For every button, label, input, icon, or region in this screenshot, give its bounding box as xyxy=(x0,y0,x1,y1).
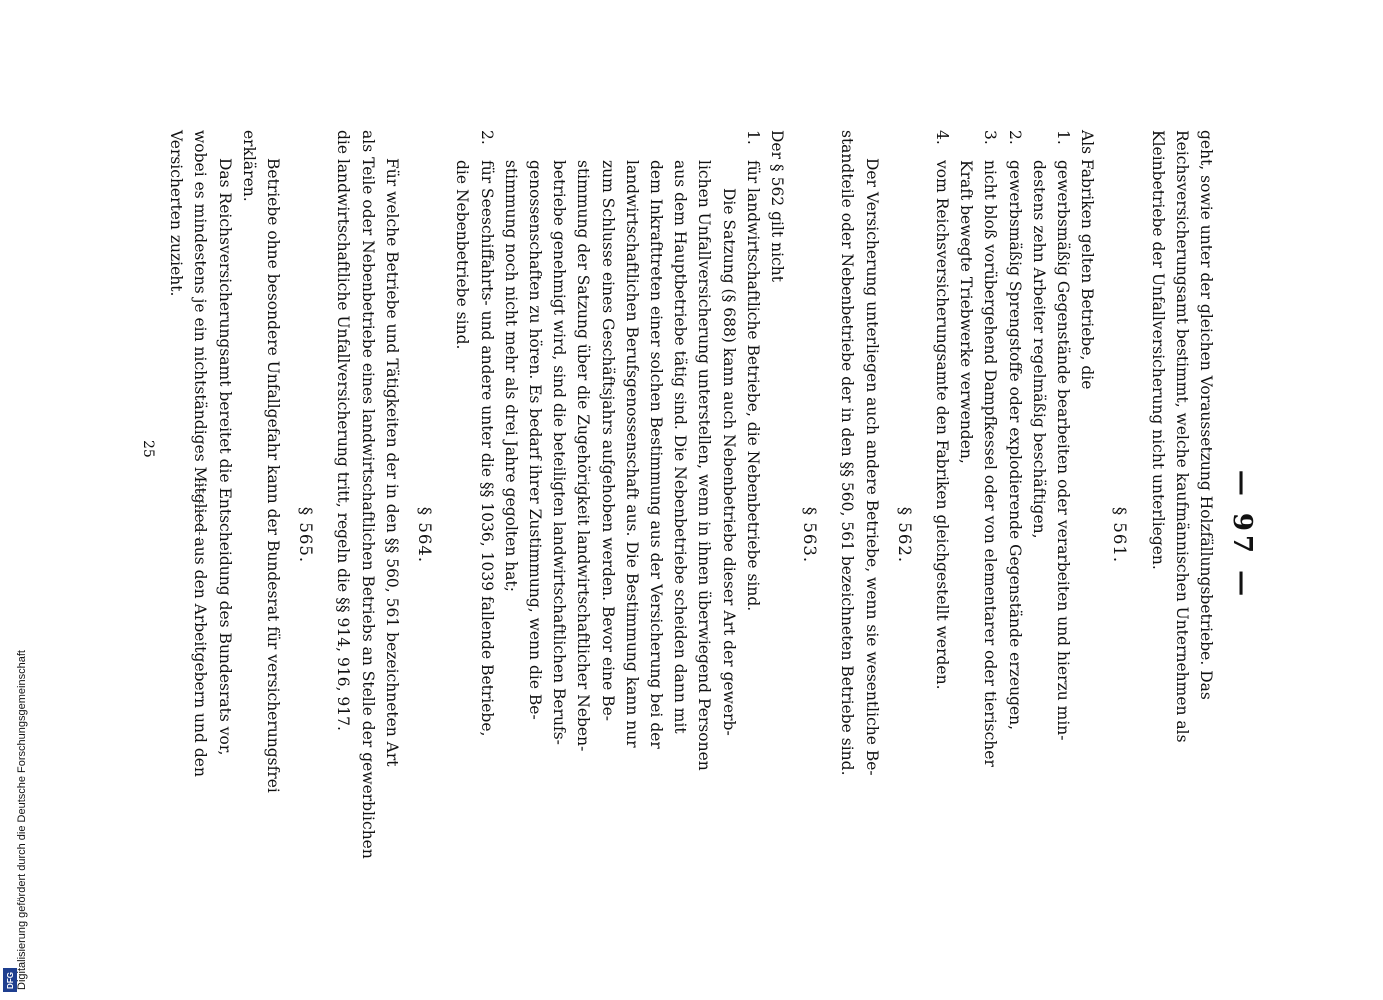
text-line: nicht bloß vorübergehend Dampfkessel oder von elementarer oder tierischer xyxy=(981,160,1000,767)
list-number: 2. xyxy=(1005,130,1024,145)
text-line: gewerbsmäßig Sprengstoffe oder explodierende Gegenstände erzeugen, xyxy=(1005,160,1024,731)
dfg-logo-icon xyxy=(3,968,17,992)
list-number: 2. xyxy=(477,130,496,145)
footer-rule xyxy=(199,480,200,540)
text-line: gewerbsmäßig Gegenstände bearbeiten oder verarbeiten und hierzu min- xyxy=(1053,160,1072,741)
text-line: Kleinbetriebe der Unfallversicherung nicht unterliegen. xyxy=(1148,130,1167,570)
text-line: Reichsversicherungsamt bestimmt, welche kaufmännischen Unternehmen als xyxy=(1172,130,1191,743)
list-number: 1. xyxy=(743,130,762,145)
document-body xyxy=(164,130,1218,940)
text-line: stimmung der Satzung über die Zugehörigkeit landwirtschaftlicher Neben- xyxy=(574,160,593,752)
dfg-logo-text: DFG xyxy=(5,971,15,989)
text-line: lichen Unfallversicherung unterstellen, wenn in ihnen überwiegend Personen xyxy=(695,160,714,771)
text-line: betriebe genehmigt wird, sind die beteiligten landwirtschaftlichen Berufs- xyxy=(550,160,569,745)
section-heading-564: § 564. xyxy=(415,506,435,564)
printer-signature: 25 xyxy=(140,440,156,458)
text-line: stimmung noch nicht mehr als drei Jahre gegolten hat; xyxy=(501,160,520,592)
text-line: Als Fabriken gelten Betriebe, die xyxy=(1078,130,1097,390)
text-line: die Nebenbetriebe sind. xyxy=(453,160,472,350)
list-item xyxy=(1027,130,1075,940)
list-item xyxy=(954,130,1002,940)
text-line: destens zehn Arbeiter regelmäßig beschäftigen, xyxy=(1029,160,1048,539)
text-line: für Seeschiffahrts- und andere unter die §§ 1036, 1039 fallende Betriebe, xyxy=(477,160,496,737)
text-line: Kraft bewegte Triebwerke verwenden, xyxy=(957,160,976,464)
scanned-page xyxy=(130,0,1280,1000)
text-line: standteile oder Nebenbetriebe der in den §§ 560, 561 bezeichneten Betriebe sind. xyxy=(838,130,857,776)
text-line: landwirtschaftlichen Berufsgenossenschaft aus. Die Bestimmung kann nur xyxy=(622,160,641,748)
digitization-credit: Digitalisierung gefördert durch die Deutsche Forschungsgemeinschaft xyxy=(16,650,28,990)
list-item xyxy=(1002,130,1026,940)
text-line: vom Reichsversicherungsamte den Fabriken gleichgestellt werden. xyxy=(932,160,951,690)
section-heading-563: § 563. xyxy=(800,506,820,564)
page-number: — 97 — xyxy=(1227,469,1257,601)
list-item xyxy=(930,130,954,940)
digitization-credit-bar xyxy=(0,0,28,1000)
list-item xyxy=(499,130,765,940)
text-line: dem Inkrafttreten einer solchen Bestimmung aus der Versicherung bei der xyxy=(646,160,665,749)
list-number: 3. xyxy=(981,130,1000,145)
text-line: Das Reichsversicherungsamt bereitet die Entscheidung des Bundesrats vor, xyxy=(215,158,234,756)
text-line: aus dem Hauptbetriebe tätig sind. Die Nebenbetriebe scheiden dann mit xyxy=(671,160,690,734)
text-line: die landwirtschaftliche Unfallversicherung tritt, regeln die §§ 914, 916, 917. xyxy=(334,130,353,731)
text-line: Der Versicherung unterliegen auch andere Betriebe, wenn sie wesentliche Be- xyxy=(862,158,881,776)
section-heading-565: § 565. xyxy=(296,506,316,564)
list-item xyxy=(450,130,498,940)
text-line: geht, sowie unter der gleichen Voraussetzung Holzfällungsbetriebe. Das xyxy=(1197,130,1215,700)
text-line: Versicherten zuzieht. xyxy=(167,130,186,297)
text-line: für landwirtschaftliche Betriebe, die Nebenbetriebe sind. xyxy=(743,160,762,612)
page-header xyxy=(1218,130,1260,940)
text-line: Betriebe ohne besondere Unfallgefahr kann der Bundesrat für versicherungsfrei xyxy=(264,158,283,793)
text-line: als Teile oder Nebenbetriebe eines landwirtschaftlichen Betriebs an Stelle der gewerblichen xyxy=(358,130,377,859)
text-line: erklären. xyxy=(239,130,258,202)
text-line: Der § 562 gilt nicht xyxy=(767,130,786,282)
list-number: 4. xyxy=(932,130,951,145)
text-line: wobei es mindestens je ein nichtständiges Mitglied aus den Arbeitgebern und den xyxy=(191,130,210,777)
list-number: 1. xyxy=(1053,130,1072,145)
section-heading-561: § 561. xyxy=(1110,506,1130,564)
text-line: genossenschaften zu hören. Es bedarf ihrer Zustimmung, wenn die Be- xyxy=(525,160,544,720)
text-line: zum Schlusse eines Geschäftsjahrs aufgehoben werden. Bevor eine Be- xyxy=(598,160,617,721)
text-line: Für welche Betriebe und Tätigkeiten der in den §§ 560, 561 bezeichneten Art xyxy=(382,158,401,767)
section-heading-562: § 562. xyxy=(894,506,914,564)
text-line: Die Satzung (§ 688) kann auch Nebenbetriebe dieser Art der gewerb- xyxy=(719,188,738,736)
